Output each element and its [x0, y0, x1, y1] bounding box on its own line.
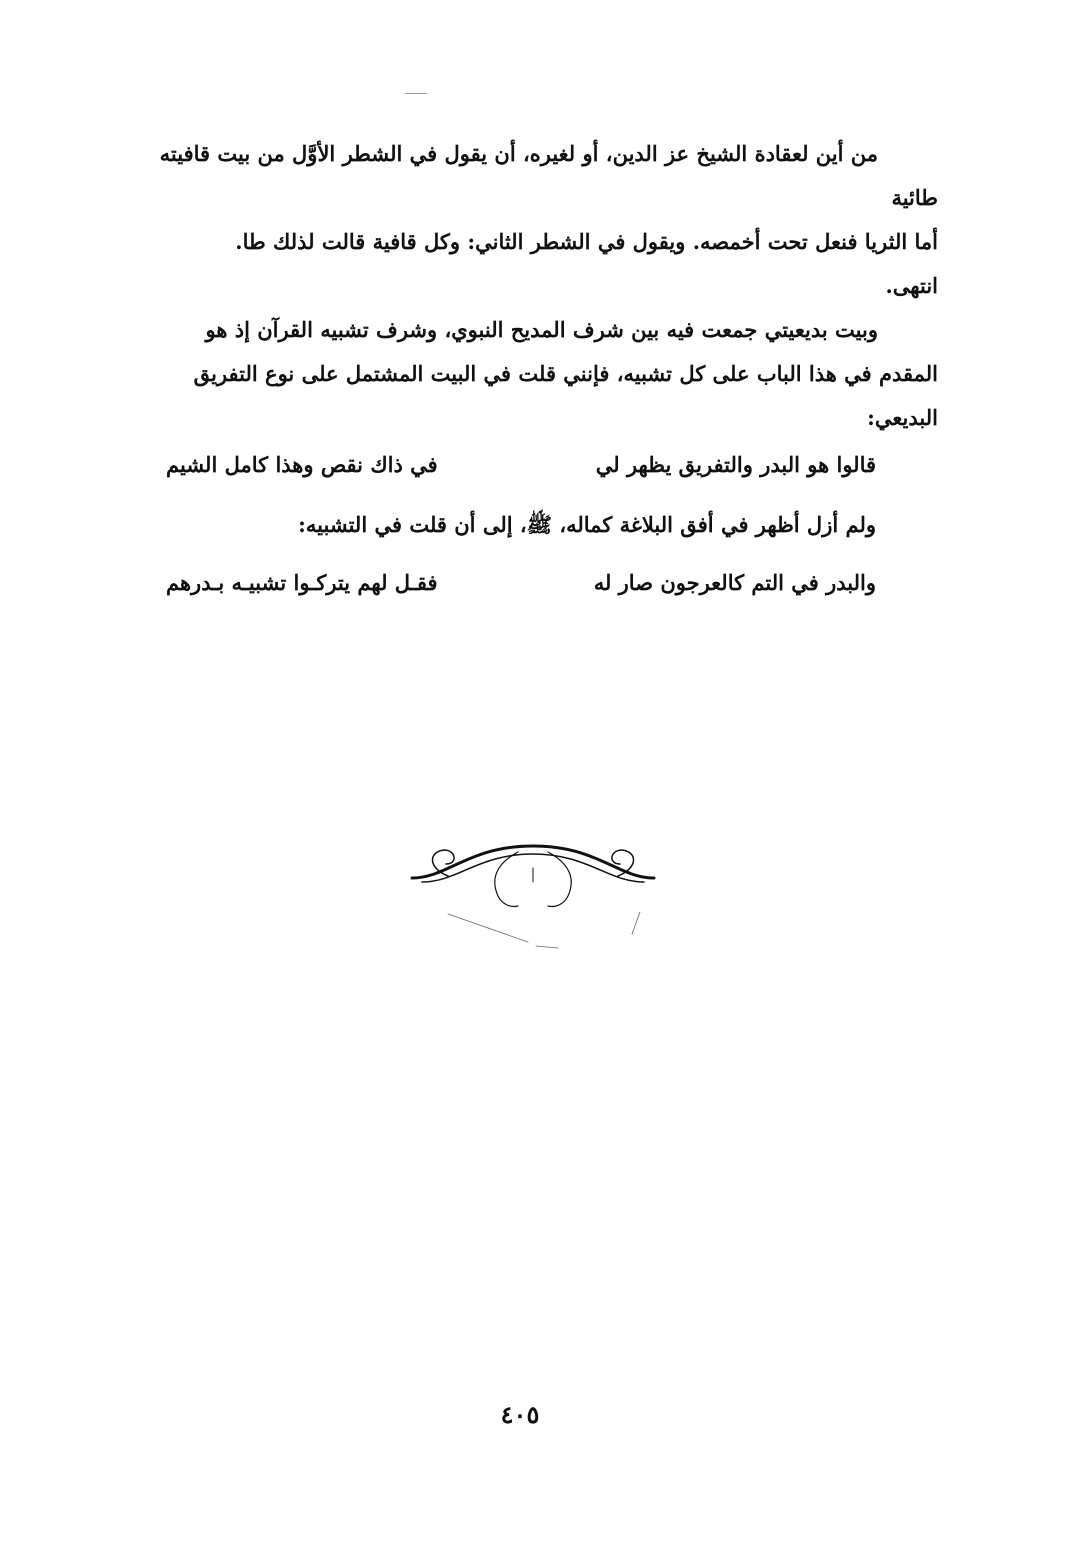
paragraph-2-line: المقدم في هذا الباب على كل تشبيه، فإنني قلت في البيت المشتمل على نوع التفريق [193, 361, 938, 386]
paragraph-1 [108, 132, 938, 308]
paragraph-2-line: البديعي: [867, 405, 938, 430]
header-mark [405, 93, 427, 94]
paragraph-2 [108, 308, 938, 440]
prose-line: ولم أزل أظهر في أفق البلاغة كماله، ﷺ، إلى أن قلت في التشبيه: [298, 512, 876, 537]
paragraph-1-line: انتهى. [885, 273, 938, 298]
paragraph-2-line: وبيت بديعيتي جمعت فيه بين شرف المديح النبوي، وشرف تشبيه القرآن إذ هو [205, 317, 878, 342]
verse-1 [166, 452, 876, 496]
verse-2-second-hemistich: فقـل لهم يتركـوا تشبيـه بـدرهم [166, 570, 438, 595]
paragraph-1-line: طائية [891, 185, 938, 210]
verse-1-second-hemistich: في ذاك نقص وهذا كامل الشيم [166, 452, 438, 477]
verse-2-first-hemistich: والبدر في التم كالعرجون صار له [593, 570, 876, 595]
paragraph-1-line: من أين لعقادة الشيخ عز الدين، أو لغيره، أن يقول في الشطر الأوَّل من بيت قافيته [159, 141, 878, 166]
verse-2 [166, 570, 876, 614]
verse-1-first-hemistich: قالوا هو البدر والتفريق يظهر لي [595, 452, 876, 477]
paragraph-1-line: أما الثريا فنعل تحت أخمصه. ويقول في الشطر الثاني: وكل قافية قالت لذلك طا. [235, 229, 938, 254]
end-ornament-icon [408, 838, 658, 958]
page-number: ٤٠٥ [500, 1400, 540, 1429]
